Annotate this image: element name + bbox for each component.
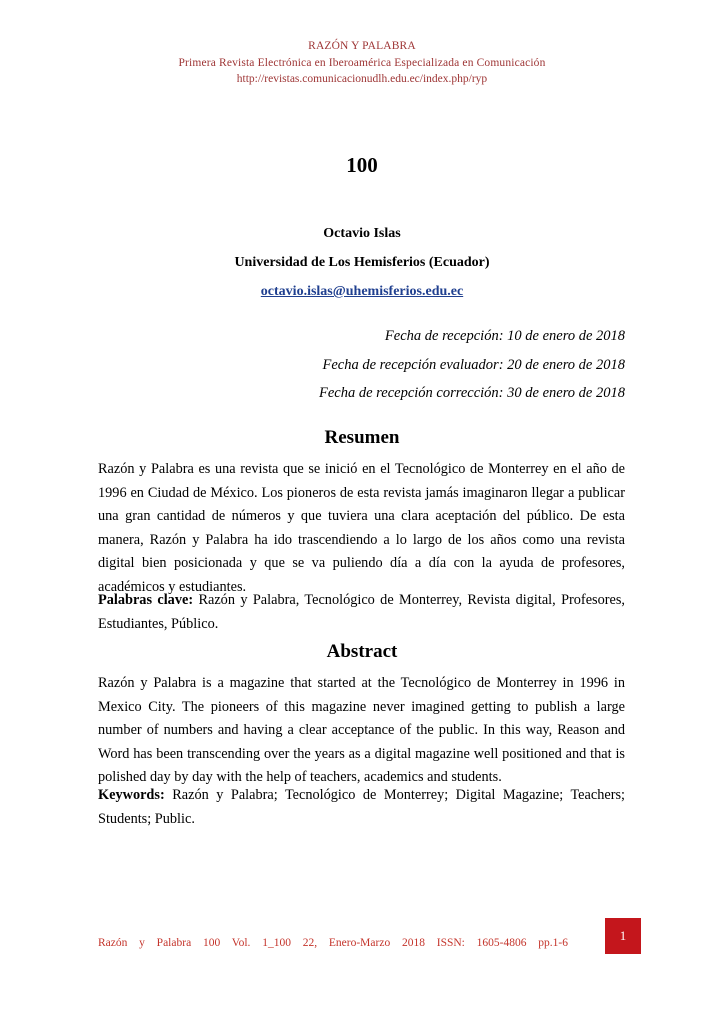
journal-masthead: [98, 38, 626, 88]
date-reception: Fecha de recepción: 10 de enero de 2018: [384, 328, 625, 344]
paragraph-resumen: Razón y Palabra es una revista que se inició en el Tecnológico de Monterrey en el año de 1996 en Ciudad de México. Los pioneros de esta revista jamás imaginaron llegar a publicar una gran cantidad de números y que tuviera una clara aceptación del público. De esta manera, Razón y Palabra ha ido trascendiendo a lo largo de los años como una revista digital bien posicionada y que se va puliendo día a día con la ayuda de profesores, académicos y estudiantes.: [98, 461, 625, 595]
paragraph-abstract: Razón y Palabra is a magazine that started at the Tecnológico de Monterrey in 1996 in Mexico City. The pioneers of this magazine never imagined getting to publish a large number of numbers and having a clear acceptance of the public. In this way, Reason and Word has been transcending over the years as a digital magazine well positioned and that is polished day by day with the help of teachers, academics and students.: [98, 675, 625, 786]
footer-volume: Vol. 1_100: [231, 937, 291, 949]
page-number-badge: 1: [605, 918, 641, 954]
author-affiliation: Universidad de Los Hemisferios (Ecuador): [234, 255, 490, 270]
keywords-english: [98, 784, 625, 831]
date-evaluator: Fecha de recepción evaluador: 20 de enero de 2018: [322, 356, 625, 373]
masthead-url[interactable]: http://revistas.comunicacionudlh.edu.ec/index.php/ryp: [236, 73, 488, 85]
section-heading-resumen: Resumen: [324, 427, 400, 448]
masthead-tagline: Primera Revista Electrónica en Iberoamérica Especializada en Comunicación: [178, 56, 546, 69]
footer-citation: [98, 934, 568, 970]
author-email-link[interactable]: octavio.islas@uhemisferios.edu.ec: [260, 284, 464, 299]
keywords-english-list: Razón y Palabra; Tecnológico de Monterrey; Digital Magazine; Teachers; Students; Public.: [98, 787, 626, 827]
keywords-spanish-label: Palabras clave:: [98, 592, 194, 608]
keywords-spanish: [98, 589, 625, 636]
keywords-spanish-list: Razón y Palabra, Tecnológico de Monterrey, Revista digital, Profesores, Estudiantes, Público.: [98, 592, 625, 632]
footer-issn: ISSN: 1605-4806: [436, 937, 527, 949]
section-heading-abstract: Abstract: [326, 641, 398, 662]
footer-journal: Razón y Palabra 100: [98, 937, 221, 949]
page-title: 100: [346, 153, 378, 177]
author-block: [98, 219, 626, 306]
footer-issue: 22, Enero-Marzo 2018: [302, 937, 425, 949]
keywords-english-label: Keywords:: [98, 787, 165, 803]
footer-pages: pp.1-6: [538, 937, 568, 949]
date-correction: Fecha de recepción corrección: 30 de enero de 2018: [319, 385, 625, 401]
submission-dates: [98, 322, 625, 408]
author-name: Octavio Islas: [323, 226, 401, 241]
masthead-journal-name: RAZÓN Y PALABRA: [308, 40, 416, 52]
